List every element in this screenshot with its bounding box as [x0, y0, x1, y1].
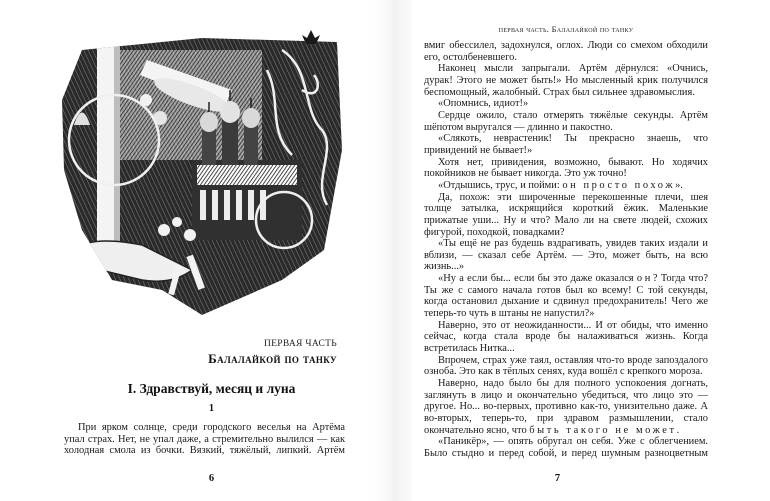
- spaced-emphasis: он просто похож: [562, 179, 676, 191]
- paragraph: [424, 378, 708, 436]
- section-number: 1: [209, 403, 214, 414]
- part-label: ПЕРВАЯ ЧАСТЬ: [263, 339, 337, 349]
- left-page-body: [64, 422, 345, 457]
- chapter-illustration: [52, 30, 348, 326]
- paragraph: вмиг обессилел, задохнулся, оглох. Люди со смехом обходили его, остолбеневшего.: [424, 40, 708, 63]
- paragraph: Впрочем, страх уже таял, оставляя что-то вроде запоздалого озноба. Это как в тёплых сенях, куда вошёл с крепкого мороза.: [424, 354, 708, 378]
- paragraph: [424, 273, 708, 320]
- paragraph: «Слякоть, неврастеник! Ты прекрасно знаешь, что привидений не бывает!»: [424, 133, 708, 156]
- right-page-body: [424, 40, 708, 460]
- text-run: ».: [675, 179, 683, 191]
- paragraph: [424, 180, 708, 192]
- body-line: холодная смола из бочки. Вязкий, тяжёлый, липкий. Артём: [64, 445, 345, 457]
- paragraph: «Ты ещё не раз будешь вздрагивать, увидев таких издали и вблизи, — сказал себе Артём. — Это, может быть, на всю жизнь...»: [424, 238, 708, 273]
- right-page: [385, 0, 770, 501]
- spaced-emphasis: быть такого не может: [529, 424, 677, 436]
- chapter-title: I. Здравствуй, месяц и луна: [127, 381, 296, 396]
- page-number: 6: [208, 473, 215, 484]
- text-run: .: [676, 424, 680, 436]
- text-run: «Отдышись, трус, и пойми:: [438, 179, 563, 191]
- paragraph: Хотя нет, привидения, возможно, бывают. Но ходячих покойников не бывает никогда. Это уж точно!: [424, 156, 708, 180]
- body-line: упал страх. Нет, не упал даже, а стремительно вылился — как: [64, 433, 345, 445]
- paragraph: Да, похож: эти широченные перекошенные плечи, шея толще затылка, искрящийся короткий ёжик. Маленькие прижатые уши... Ну и что? Мало ли на свете людей, схожих фигурой, походкой, повадками?: [424, 191, 708, 238]
- paragraph: Наверно, это от неожиданности... И от обиды, что именно сейчас, когда стала вроде бы налаживаться жизнь. Когда встретилась Нитка...: [424, 319, 708, 355]
- paragraph: «Опомнись, идиот!»: [438, 98, 529, 110]
- paragraph: Сердце ожило, стало отмерять тяжёлые секунды. Артём шёпотом выругался — длинно и пакостно.: [424, 109, 708, 133]
- paragraph: «Паникёр», — опять обругал он себя. Уже с облегчением. Было стыдно и перед собой, и перед шумным разноцветным: [424, 436, 708, 459]
- text-run: ? Тогда что? Ты же с самого начала готов был ко всему! С той секунды, когда остановил дыхание и сдвинул предохранитель! Чего же теперь-то чуть в штаны не напустил?»: [424, 273, 708, 320]
- illustration-scene: [52, 30, 348, 326]
- running-head: первая часть. Балалайкой по танку: [498, 24, 634, 34]
- text-run: «Ну а если бы... если бы это даже оказался: [438, 273, 637, 285]
- body-line: При ярком солнце, среди городского веселья на Артёма: [78, 422, 345, 433]
- spaced-emphasis: он: [636, 273, 653, 285]
- text-run: Наверно, надо было бы для полного успокоения догнать, заглянуть в лицо и окончательно убедиться, что лицо это — другое. Но... во-первых, противно как-то, унизительно даже. А во-вторых, теперь-то, при здравом размышлении, стало окончательно ясно, что: [424, 378, 708, 436]
- paragraph: Наконец мысли запрыгали. Артём дёрнулся: «Очнись, дурак! Этого не может быть!» Но мысленный крик получился беспомощный, жалобный. Страх был сильнее здравомыслия.: [424, 63, 708, 98]
- part-title: Балалайкой по танку: [208, 351, 337, 366]
- page-number: 7: [554, 473, 561, 484]
